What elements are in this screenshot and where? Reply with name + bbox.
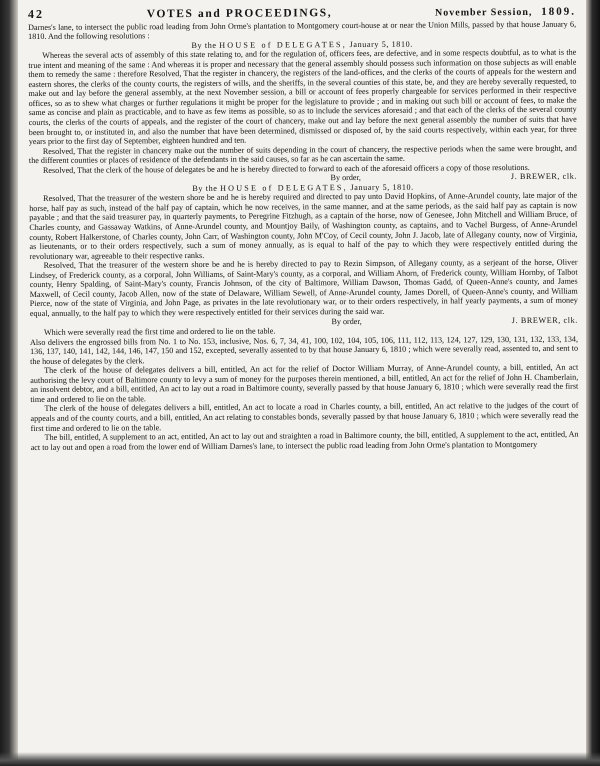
by-order-label: By order, [331,316,362,326]
session-group [434,5,577,19]
paragraph: Also delivers the engrossed bills from No. 1 to No. 153, inclusive, Nos. 6, 7, 34, 41, 100, 102, 104, 105, 106, 111, 112, 113, 124, 127, 129, 130, 131, 132, 133, 134, 136, 137, 140, 141, 142, 144, 146, 147, 150 and 152, excepted, severally assented to by that house January 6, 1810 ; which were severally read, assented to, and sent to the house of delegates by the clerk. [30,334,579,366]
page-body [28,7,581,758]
paragraph: Resolved, That the clerk of the house of delegates be and he is hereby directed to forward to each of the aforesaid officers a copy of those resolutions. [42,162,530,175]
byline-pre: By the [192,183,221,193]
by-order-label: By order, [330,173,361,183]
scan-right-edge-shadow [586,0,600,766]
clerk-signature: J. BREWER, clk. [510,171,578,182]
byline-pre: By the [191,40,220,50]
paragraph: The clerk of the house of delegates delivers a bill, entitled, An act for the relief of Doctor William Murray, of Anne-Arundel county, a bill, entitled, An act authorising the levy court of Baltimore county to levy a sum of money for the purposes therein mentioned, a bill, entitled, An act for the relief of John H. Chamberlain, an insolvent debtor, and a bill, entitled, An act to lay out a road in Baltimore county, severally passed by that house January 6, 1810 ; which were severally read the first time and ordered to lie on the table. [30,362,579,404]
text-blocks [28,19,579,452]
session-label: November Session, [434,6,533,19]
scan-left-edge-shadow [0,0,18,766]
byline-date: January 5, 1810. [346,39,413,49]
session-year: 1809. [541,5,577,18]
clerk-signature: J. BREWER, clk. [511,315,578,325]
byline-house: HOUSE of DELEGATES, [220,182,348,193]
paragraph: The clerk of the house of delegates delivers a bill, entitled, An act to locate a road in Charles county, a bill, entitled, An act relative to the judges of the court of appeals and of the county courts, and a bill, entitled, An act relating to constables bonds, severally passed by that house January 6, 1810 ; which were severally read the first time and ordered to lie on the table. [30,401,579,433]
paragraph: Resolved, That the treasurer of the western shore be and he is hereby directed to pay to Rezin Simpson, of Allegany county, as a serjeant of the horse, Oliver Lindsey, of Frederick county, as a corporal, John Williams, of Saint-Mary's county, as a corporal, and William Ahorn, of Frederick county, William Hornby, of Talbot county, Henry Spalding, of Saint-Mary's county, Francis Johnson, of the city of Baltimore, William Dawson, Thomas Gadd, of Queen-Anne's county, and James Maxwell, of Cecil county, Jacob Allen, now of the state of Delaware, William Sewell, of Anne-Arundel county, James Dorell, of Queen-Anne's county, and William Pierce, now of the state of Virginia, and John Page, as privates in the late revolutionary war, or to their orders respectively, in half yearly payments, a sum of money equal, annually, to the half pay to which they were respectively entitled for their services during the said war. [29,257,578,318]
paragraph: Which were severally read the first time and ordered to lie on the table. [43,326,276,337]
byline-house: HOUSE of DELEGATES, [219,39,347,50]
page-header [28,7,576,21]
running-title: VOTES and PROCEEDINGS, [146,7,333,21]
paragraph: Resolved, That the treasurer of the western shore be and he is hereby required and directed to pay unto David Hopkins, of Anne-Arundel county, late major of the horse, half pay as such, instead of the half pay of captain, which he now receives, in the same manner, and at the same periods, as the said half pay as captain is now payable ; and that the said treasurer pay, in quarterly payments, to Peregrine Fitzhugh, as a captain of the horse, now of Genesee, John Mitchell and William Bruce, of Charles county, and Gassaway Watkins, of Anne-Arundel county, and Mountjoy Baily, of Washington county, as captains, and to Vachel Burgess, of Anne-Arundel county, Robert Halkerstone, of Charles county, John Carr, of Washington county, John M'Coy, of Cecil county, John J. Jacob, late of Allegany county, now of Virginia, as lieutenants, or to their orders respectively, such a sum of money annually, as is equal to half of the pay to which they were respectively entitled during the revolutionary war, agreeable to their respective ranks. [29,191,578,261]
paragraph: Darnes's lane, to intersect the public road leading from John Orme's plantation to Montgomery court-house at or near the Union Mills, passed by that house January 6, 1810. And the following resolutions : [28,19,577,42]
byline-date: January 5, 1810. [347,182,414,192]
paragraph: The bill, entitled, A supplement to an act, entitled, An act to lay out and straighten a road in Baltimore county, the bill, entitled, A supplement to the act, entitled, An act to lay out and open a road from the lower end of William Darnes's lane, to intersect the public road leading from John Orme's plantation to Montgomery [30,429,579,452]
paragraph: Whereas the several acts of assembly of this state relating to, and for the regulation of, officers fees, are defective, and in some respects doubtful, as to what is the true intent and meaning of the same : And whereas it is proper and necessary that the general assembly should possess such information on those subjects as will enable them to remedy the same : therefore Resolved, That the register in chancery, the registers of the land-offices, and the clerks of the courts of appeals for the western and eastern shores, the clerks of the county courts, the registers of wills, and the sheriffs, in the several counties of this state, be, and they are hereby severally requested, to make out and lay before the general assembly, at the next November session, a bill or account of fees properly chargeable for services performed in their respective offices, so as to shew what charges or further regulations it might be proper for the legislature to provide ; and in making out such bill or account of fees, to make the same as concise and plain as practicable, and to have as few items as possible, so as to include the services aforesaid ; and that each of the clerks of the several county courts, the clerks of the courts of appeals, and the register of the court of chancery, make out and lay before the next general assembly the number of suits that have been brought to, or instituted in, and also the number that have been determined, dismissed or disposed of, by the said courts respectively, within each year, for three years prior to the first day of September, eighteen hundred and ten. [28,47,577,147]
page-number: 42 [27,6,45,21]
paragraph: Resolved, That the register in chancery make out the number of suits depending in the court of chancery, the respective periods when the same were brought, and the different counties or places of residence of the defendants in the said causes, so far as he can ascertain the same. [28,143,577,166]
